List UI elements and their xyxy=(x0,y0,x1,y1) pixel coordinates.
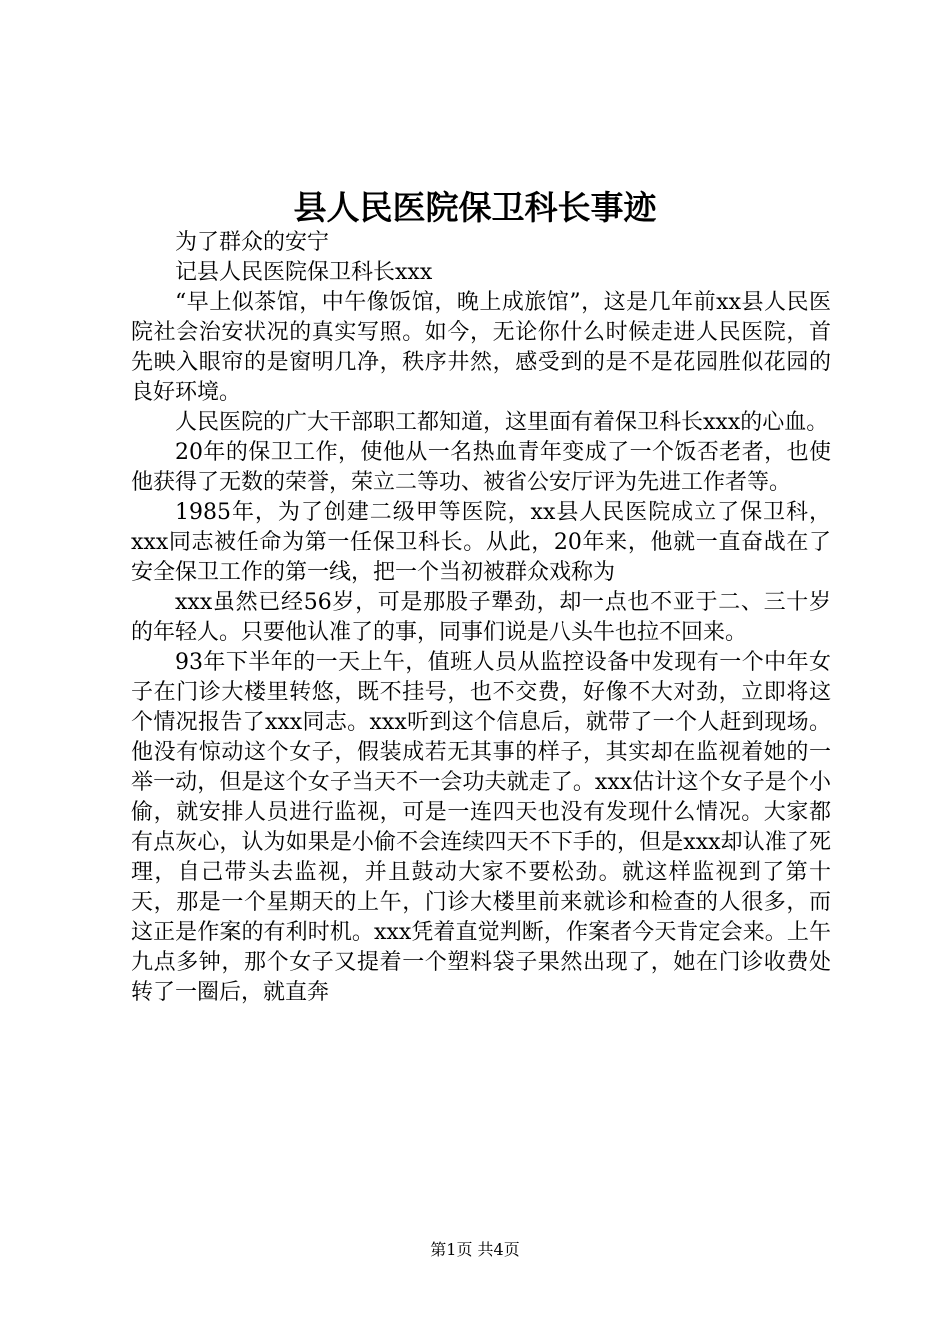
paragraph: “早上似茶馆，中午像饭馆，晚上成旅馆”，这是几年前xx县人民医院社会治安状况的真实写照。如今，无论你什么时候走进人民医院，首先映入眼帘的是窗明几净，秩序井然，感受到的是不是花园胜似花园的良好环境。 xyxy=(131,290,831,405)
document-body xyxy=(131,228,831,1008)
document-title: 县人民医院保卫科长事迹 xyxy=(293,188,657,227)
paragraph-subtitle: 为了群众的安宁 xyxy=(175,230,330,255)
paragraph: 1985年，为了创建二级甲等医院，xx县人民医院成立了保卫科，xxx同志被任命为第一任保卫科长。从此，20年来，他就一直奋战在了安全保卫工作的第一线，把一个当初被群众戏称为 xyxy=(131,500,831,585)
paragraph: 93年下半年的一天上午，值班人员从监控设备中发现有一个中年女子在门诊大楼里转悠，既不挂号，也不交费，好像不大对劲，立即将这个情况报告了xxx同志。xxx听到这个信息后，就带了一个人赶到现场。他没有惊动这个女子，假装成若无其事的样子，其实却在监视着她的一举一动，但是这个女子当天不一会功夫就走了。xxx估计这个女子是个小偷，就安排人员进行监视，可是一连四天也没有发现什么情况。大家都有点灰心，认为如果是小偷不会连续四天不下手的，但是xxx却认准了死理，自己带头去监视，并且鼓动大家不要松劲。就这样监视到了第十天，那是一个星期天的上午，门诊大楼里前来就诊和检查的人很多，而这正是作案的有利时机。xxx凭着直觉判断，作案者今天肯定会来。上午九点多钟，那个女子又提着一个塑料袋子果然出现了，她在门诊收费处转了一圈后，就直奔 xyxy=(131,650,831,1005)
paragraph: xxx虽然已经56岁，可是那股子犟劲，却一点也不亚于二、三十岁的年轻人。只要他认准了的事，同事们说是八头牛也拉不回来。 xyxy=(131,590,831,645)
page-footer: 第1页 共4页 xyxy=(430,1240,520,1259)
paragraph-byline: 记县人民医院保卫科长xxx xyxy=(175,260,433,285)
paragraph: 人民医院的广大干部职工都知道，这里面有着保卫科长xxx的心血。 xyxy=(175,410,829,435)
paragraph: 20年的保卫工作，使他从一名热血青年变成了一个饭否老者，也使他获得了无数的荣誉，荣立二等功、被省公安厅评为先进工作者等。 xyxy=(131,440,831,495)
